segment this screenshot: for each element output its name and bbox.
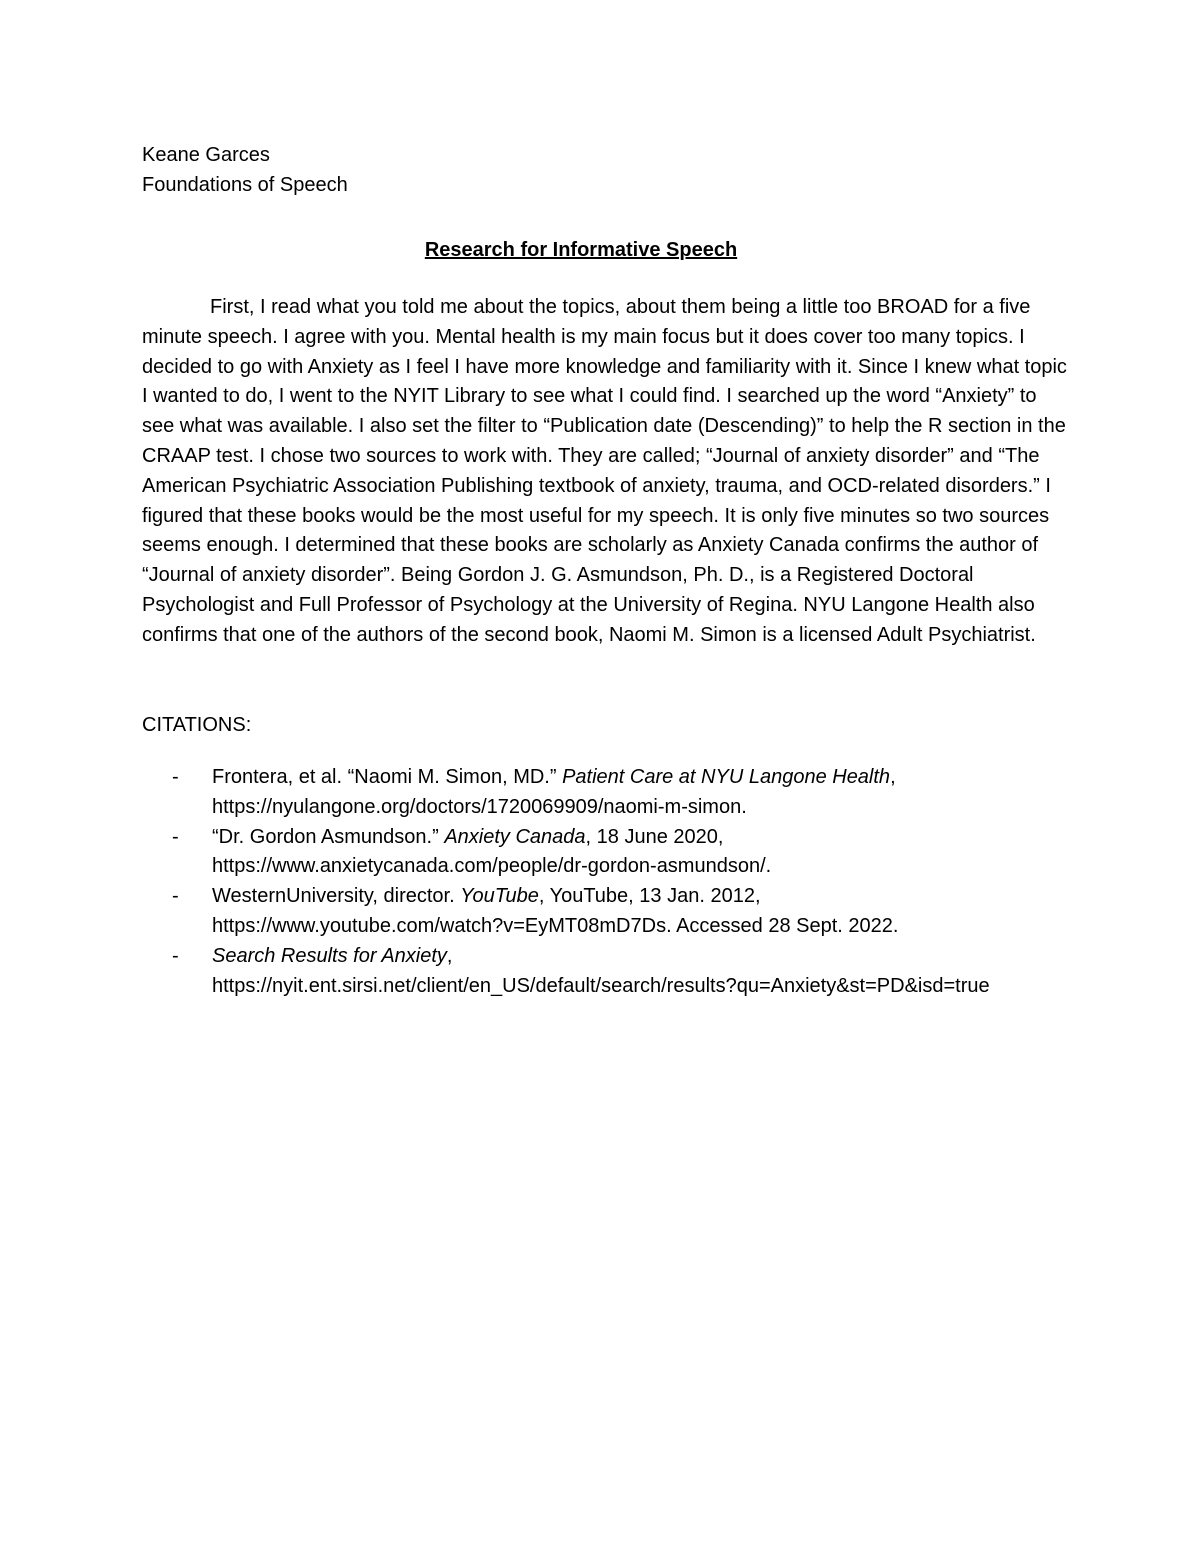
author-name: Keane Garces — [142, 144, 270, 166]
citation-item — [172, 823, 1182, 883]
document-title: Research for Informative Speech — [424, 239, 738, 261]
citation-bullet: - — [172, 885, 179, 908]
citation-list — [172, 763, 1182, 1001]
citation-bullet: - — [172, 944, 179, 967]
citation-url: https://nyit.ent.sirsi.net/client/en_US/default/search/results?qu=Anxiety&st=PD&isd=true — [212, 974, 990, 997]
citation-item — [172, 882, 1182, 942]
citation-url: https://www.youtube.com/watch?v=EyMT08mD7Ds. Accessed 28 Sept. 2022. — [212, 914, 899, 937]
citation-url: https://www.anxietycanada.com/people/dr-gordon-asmundson/. — [212, 855, 772, 878]
citation-url: https://nyulangone.org/doctors/1720069909/naomi-m-simon. — [212, 795, 747, 818]
citation-line-1: Frontera, et al. “Naomi M. Simon, MD.” Patient Care at NYU Langone Health, — [212, 766, 896, 788]
citation-item — [172, 942, 1182, 1002]
citation-item — [172, 763, 1182, 823]
course-name: Foundations of Speech — [142, 174, 348, 196]
citation-line-1: “Dr. Gordon Asmundson.” Anxiety Canada, 18 June 2020, — [212, 825, 724, 848]
body-paragraph: First, I read what you told me about the topics, about them being a little too BROAD for a five minute speech. I agree with you. Mental health is my main focus but it does cover too many topics. I decided to go with Anxiety as I feel I have more knowledge and familiarity with it. Since I knew what topic I wanted to do, I went to the NYIT Library to see what I could find. I searched up the word “Anxiety” to see what was available. I also set the filter to “Publication date (Descending)” to help the R section in the CRAAP test. I chose two sources to work with. They are called; “Journal of anxiety disorder” and “The American Psychiatric Association Publishing textbook of anxiety, trauma, and OCD-related disorders.” I figured that these books would be the most useful for my speech. It is only five minutes so two sources seems enough. I determined that these books are scholarly as Anxiety Canada confirms the author of “Journal of anxiety disorder”. Being Gordon J. G. Asmundson, Ph. D., is a Registered Doctoral Psychologist and Full Professor of Psychology at the University of Regina. NYU Langone Health also confirms that one of the authors of the second book, Naomi M. Simon is a licensed Adult Psychiatrist. — [142, 296, 1067, 646]
citation-line-1: Search Results for Anxiety, — [212, 944, 453, 967]
citation-bullet: - — [172, 766, 179, 788]
citations-heading: CITATIONS: — [142, 714, 252, 736]
citation-bullet: - — [172, 825, 179, 848]
citation-line-1: WesternUniversity, director. YouTube, YouTube, 13 Jan. 2012, — [212, 885, 761, 908]
